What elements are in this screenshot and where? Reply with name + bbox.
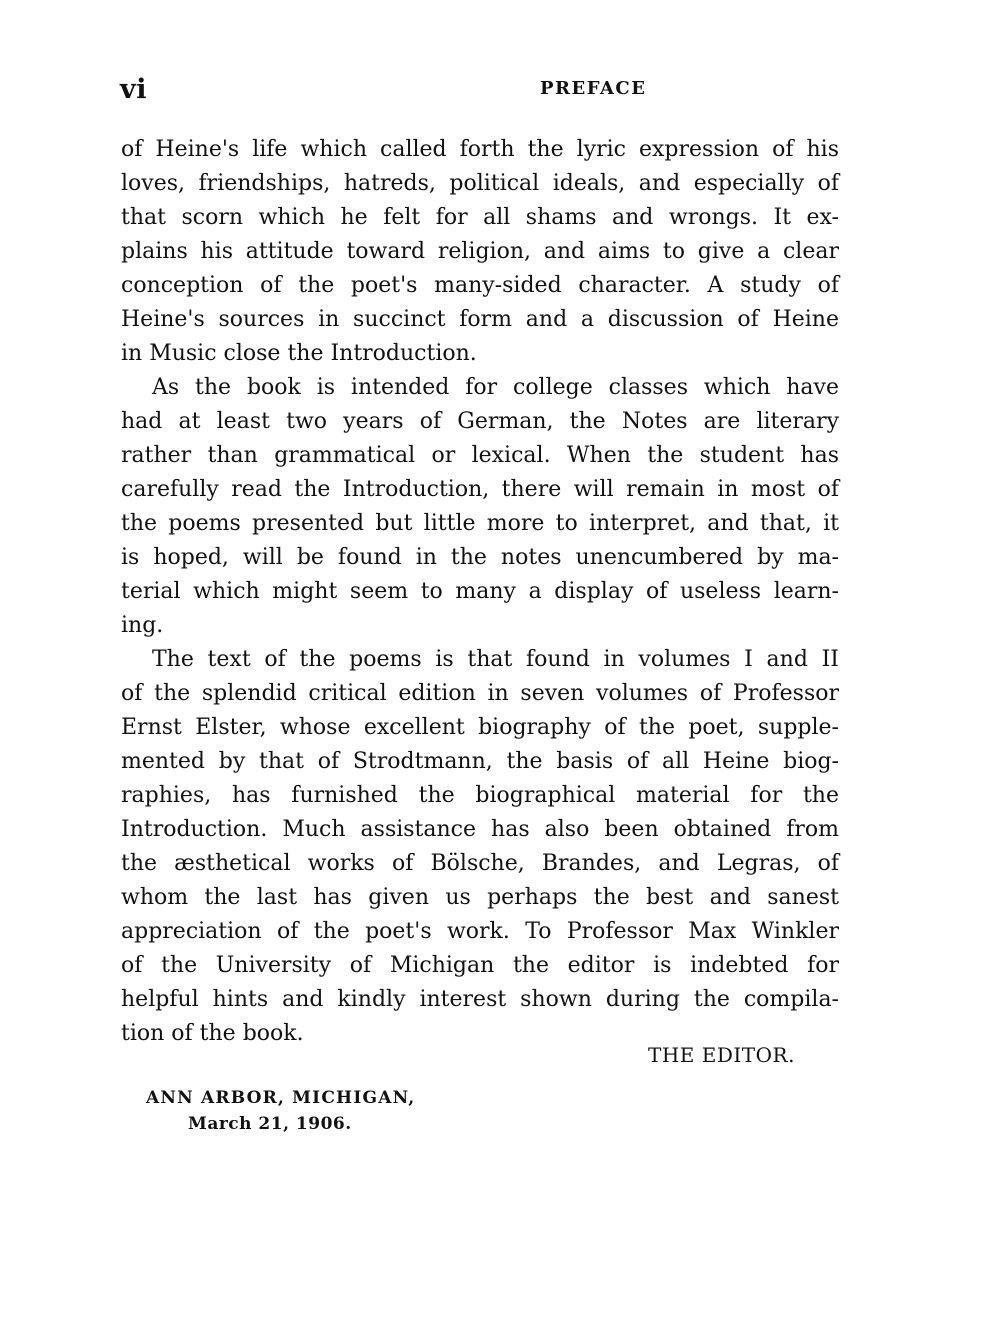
running-head: PREFACE <box>540 78 647 99</box>
text-line: The text of the poems is that found in volumes I and II <box>152 647 839 672</box>
editor-signature: THE EDITOR. <box>648 1043 795 1067</box>
text-line: conception of the poet's many-sided character. A study of <box>121 273 839 298</box>
text-line: that scorn which he felt for all shams and wrongs. It ex- <box>121 205 839 230</box>
text-line: rather than grammatical or lexical. When the student has <box>121 443 839 468</box>
text-line: Introduction. Much assistance has also been obtained from <box>121 817 839 842</box>
text-line: terial which might seem to many a display of useless learn- <box>121 579 839 604</box>
text-line: of the University of Michigan the editor is indebted for <box>121 953 839 978</box>
text-line: loves, friendships, hatreds, political ideals, and especially of <box>121 171 839 196</box>
text-line: helpful hints and kindly interest shown during the compila- <box>121 987 839 1012</box>
text-line: the æsthetical works of Bölsche, Brandes, and Legras, of <box>121 851 839 876</box>
text-line: plains his attitude toward religion, and aims to give a clear <box>121 239 839 264</box>
text-line: of the splendid critical edition in seven volumes of Professor <box>121 681 839 706</box>
text-line: had at least two years of German, the Notes are literary <box>121 409 839 434</box>
text-line: in Music close the Introduction. <box>121 341 477 366</box>
text-line: the poems presented but little more to interpret, and that, it <box>121 511 839 536</box>
text-line: ing. <box>121 613 164 638</box>
text-line: appreciation of the poet's work. To Professor Max Winkler <box>121 919 839 944</box>
date-line: March 21, 1906. <box>188 1114 352 1134</box>
text-line: tion of the book. <box>121 1021 304 1046</box>
text-line: raphies, has furnished the biographical material for the <box>121 783 839 808</box>
text-line: As the book is intended for college classes which have <box>152 375 839 400</box>
page-number: vi <box>120 74 147 105</box>
text-line: whom the last has given us perhaps the best and sanest <box>121 885 839 910</box>
place-line: ANN ARBOR, MICHIGAN, <box>146 1088 416 1108</box>
text-line: mented by that of Strodtmann, the basis of all Heine biog- <box>121 749 839 774</box>
text-line: is hoped, will be found in the notes unencumbered by ma- <box>121 545 839 570</box>
text-line: of Heine's life which called forth the lyric expression of his <box>121 137 839 162</box>
page-header <box>120 74 840 110</box>
text-line: carefully read the Introduction, there will remain in most of <box>121 477 839 502</box>
text-line: Ernst Elster, whose excellent biography of the poet, supple- <box>121 715 839 740</box>
text-line: Heine's sources in succinct form and a discussion of Heine <box>121 307 839 332</box>
preface-body <box>121 133 839 1051</box>
